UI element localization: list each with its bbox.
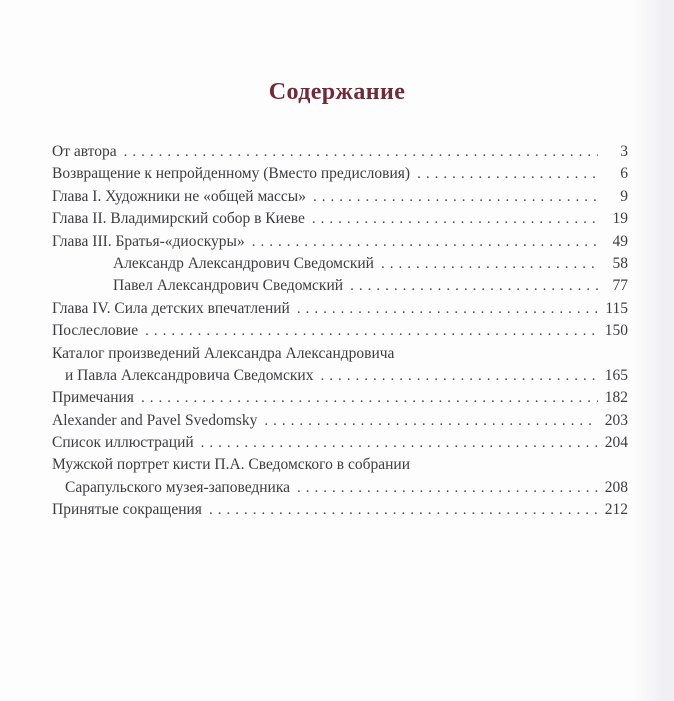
toc-line	[52, 477, 628, 499]
toc-entry-label: Alexander and Pavel Svedomsky	[52, 411, 258, 429]
toc-entry-label: Павел Александрович Сведомский	[113, 277, 344, 295]
toc-entry	[52, 298, 628, 320]
toc-line	[52, 410, 628, 432]
dot-leader	[381, 253, 598, 275]
dot-leader	[141, 387, 598, 409]
toc-entry-label: Глава III. Братья-«диоскуры»	[52, 232, 245, 250]
dot-leader	[209, 499, 598, 521]
toc-line	[52, 186, 628, 208]
toc-page-number: 115	[605, 299, 628, 317]
toc-entry-label: и Павла Александровича Сведомских	[65, 366, 314, 384]
dot-leader	[124, 141, 598, 163]
dot-leader	[297, 298, 598, 320]
table-of-contents	[52, 141, 628, 522]
toc-page-number: 3	[620, 143, 628, 160]
toc-entry-label: Глава I. Художники не «общей массы»	[52, 187, 306, 205]
toc-line	[52, 231, 628, 253]
toc-entry-label: Принятые сокращения	[52, 501, 202, 519]
toc-page-number: 9	[620, 187, 628, 205]
toc-page-number: 49	[612, 232, 628, 250]
toc-line	[52, 141, 628, 163]
toc-entry	[52, 231, 628, 253]
toc-line	[52, 387, 628, 409]
toc-entry	[52, 343, 628, 388]
toc-line	[52, 499, 628, 521]
toc-entry	[52, 320, 628, 342]
toc-line	[52, 253, 628, 275]
dot-leader	[145, 320, 598, 342]
toc-entry	[52, 141, 628, 163]
dot-leader	[417, 163, 598, 185]
toc-line	[52, 275, 628, 297]
dot-leader	[312, 208, 598, 230]
toc-line	[52, 320, 628, 342]
toc-line	[52, 454, 628, 476]
toc-entry	[52, 410, 628, 432]
toc-entry-label: Возвращение к непройденному (Вместо предисловия)	[52, 165, 411, 183]
toc-entry	[52, 186, 628, 208]
toc-entry-label: Послесловие	[52, 322, 139, 340]
toc-page-number: 204	[604, 434, 628, 452]
toc-entry-label: Каталог произведений Александра Александровича	[52, 344, 395, 362]
toc-entry-label: Глава IV. Сила детских впечатлений	[52, 299, 290, 317]
dot-leader	[252, 231, 598, 253]
toc-entry-label: Глава II. Владимирский собор в Киеве	[52, 210, 305, 228]
toc-line	[52, 208, 628, 230]
toc-page-number: 182	[604, 389, 628, 407]
dot-leader	[297, 477, 598, 499]
toc-page-number: 77	[612, 277, 628, 295]
toc-page-number: 150	[604, 322, 628, 340]
toc-page-number: 212	[604, 501, 628, 519]
toc-entry-label: Сарапульского музея-заповедника	[65, 478, 291, 496]
toc-entry-label: Мужской портрет кисти П.А. Сведомского в собрании	[52, 456, 410, 474]
toc-entry	[52, 275, 628, 297]
toc-page-number: 6	[620, 165, 628, 183]
toc-line	[52, 298, 628, 320]
toc-line	[52, 432, 628, 454]
dot-leader	[201, 432, 598, 454]
toc-entry-label: От автора	[52, 143, 117, 160]
toc-page-number: 165	[604, 366, 628, 384]
toc-line	[52, 343, 628, 365]
toc-entry	[52, 163, 628, 185]
toc-entry-label: Александр Александрович Сведомский	[113, 254, 374, 272]
dot-leader	[350, 275, 598, 297]
toc-entry-label: Примечания	[52, 389, 134, 407]
toc-entry	[52, 432, 628, 454]
toc-page-number: 208	[604, 478, 628, 496]
toc-entry-label: Список иллюстраций	[52, 434, 194, 452]
toc-page-number: 203	[604, 411, 628, 429]
dot-leader	[313, 186, 598, 208]
toc-entry	[52, 387, 628, 409]
toc-page-number: 58	[612, 254, 628, 272]
dot-leader	[264, 410, 598, 432]
toc-entry	[52, 499, 628, 521]
toc-entry	[52, 253, 628, 275]
toc-line	[52, 163, 628, 185]
page-title: Содержание	[268, 79, 406, 105]
toc-page-number: 19	[612, 210, 628, 228]
toc-entry	[52, 208, 628, 230]
toc-entry	[52, 454, 628, 499]
dot-leader	[320, 365, 598, 387]
toc-line	[52, 365, 628, 387]
